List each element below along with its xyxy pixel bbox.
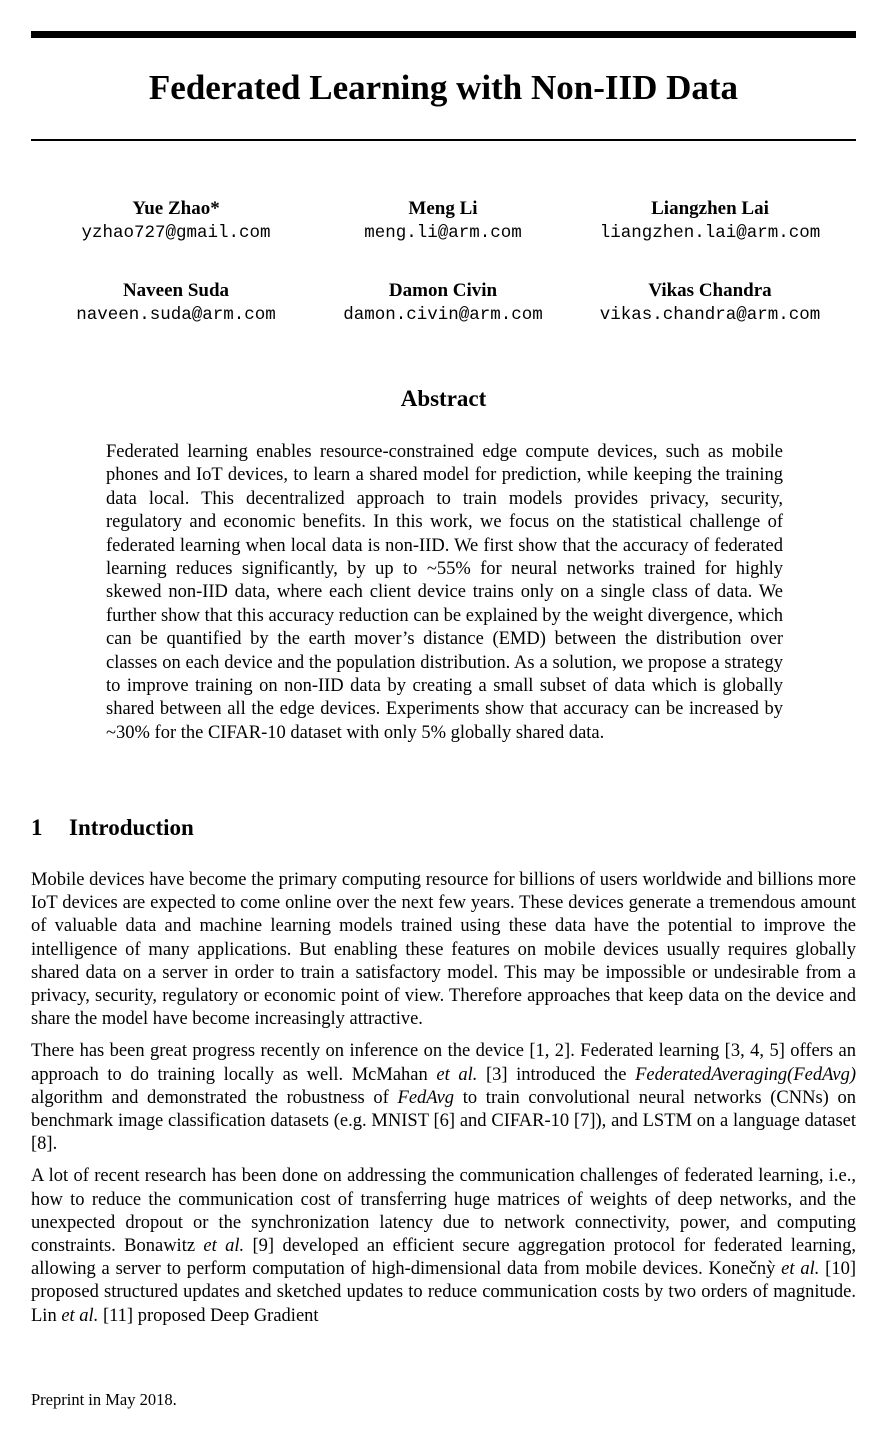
- text-run: [11] proposed Deep Gradient: [98, 1305, 319, 1326]
- title-rule-bottom: [31, 139, 856, 141]
- author-email: vikas.chandra@arm.com: [599, 305, 821, 325]
- algorithm-name: FederatedAveraging(FedAvg): [635, 1064, 856, 1085]
- author-name: Meng Li: [408, 198, 478, 219]
- text-run: [3] introduced the: [477, 1064, 636, 1085]
- paragraph: [31, 1040, 856, 1156]
- author: [310, 278, 576, 326]
- section-number: 1: [31, 815, 43, 840]
- paper-title: Federated Learning with Non-IID Data: [148, 68, 739, 107]
- et-al: et al.: [61, 1305, 99, 1326]
- et-al: et al.: [436, 1064, 478, 1085]
- author: [577, 196, 843, 244]
- author-name: Yue Zhao*: [132, 198, 220, 219]
- author: [310, 196, 576, 244]
- paragraph: [31, 1165, 856, 1327]
- text-run: to train convolutional neural networks (CNNs) on benchmark image classification datasets (e.g. MNIST [6] and CIFAR-10 [7]), and LSTM on a language dataset [8].: [31, 1087, 856, 1155]
- author-email: damon.civin@arm.com: [343, 305, 543, 325]
- author-email: yzhao727@gmail.com: [81, 223, 271, 243]
- section-title: Introduction: [69, 815, 194, 840]
- section-heading: [31, 813, 194, 843]
- author: [43, 278, 309, 326]
- author-row: [43, 278, 843, 326]
- author: [43, 196, 309, 244]
- text-run: There has been great progress recently on inference on the device [1, 2]. Federated learning [3, 4, 5] offers an approach to do training locally as well. McMahan: [31, 1041, 856, 1085]
- author-name: Vikas Chandra: [648, 280, 772, 301]
- author-row: [43, 196, 843, 244]
- text-run: A lot of recent research has been done on addressing the communication challenges of federated learning, i.e., how to reduce the communication cost of transferring huge matrices of weights of deep networks, and the unexpected dropout or the synchronization latency due to network connectivity, power, and computing constraints. Bonawitz: [31, 1166, 856, 1257]
- footer-note: Preprint in May 2018.: [31, 1390, 177, 1409]
- title-rule-top: [31, 31, 856, 38]
- text-run: [10] proposed structured updates and sketched updates to reduce communication costs by two orders of magnitude. Lin: [31, 1259, 856, 1326]
- author-email: meng.li@arm.com: [364, 223, 522, 243]
- et-al: et al.: [781, 1259, 820, 1280]
- author-name: Liangzhen Lai: [651, 198, 769, 219]
- text-run: [9] developed an efficient secure aggregation protocol for federated learning, allowing a server to perform computation of high-dimensional data from mobile devices. Konečnỳ: [31, 1236, 856, 1280]
- author-block: [43, 196, 843, 360]
- author-name: Damon Civin: [388, 280, 498, 301]
- author-name: Naveen Suda: [122, 280, 230, 301]
- introduction-body: [31, 869, 856, 1337]
- author-email: naveen.suda@arm.com: [76, 305, 276, 325]
- et-al: et al.: [203, 1236, 245, 1257]
- abstract-heading: Abstract: [400, 386, 487, 411]
- text-run: algorithm and demonstrated the robustness of: [31, 1087, 398, 1108]
- author: [577, 278, 843, 326]
- abstract-text: Federated learning enables resource-constrained edge compute devices, such as mobile phones and IoT devices, to learn a shared model for prediction, while keeping the training data local. This decentralized approach to train models provides privacy, security, regulatory and economic benefits. In this work, we focus on the statistical challenge of federated learning when local data is non-IID. We first show that the accuracy of federated learning reduces significantly, by up to ~55% for neural networks trained for highly skewed non-IID data, where each client device trains only on a single class of data. We further show that this accuracy reduction can be explained by the weight divergence, which can be quantified by the earth mover’s distance (EMD) between the distribution over classes on each device and the population distribution. As a solution, we propose a strategy to improve training on non-IID data by creating a small subset of data which is globally shared between all the edge devices. Experiments show that accuracy can be increased by ~30% for the CIFAR-10 dataset with only 5% globally shared data.: [106, 442, 783, 743]
- algorithm-name: FedAvg: [397, 1087, 455, 1108]
- paragraph: Mobile devices have become the primary computing resource for billions of users worldwide and billions more IoT devices are expected to come online over the next few years. These devices generate a tremendous amount of valuable data and machine learning models trained using these data have the potential to improve the intelligence of many applications. But enabling these features on mobile devices usually requires globally shared data on a server in order to train a satisfactory model. This may be impossible or undesirable from a privacy, security, regulatory or economic point of view. Therefore approaches that keep data on the device and share the model have become increasingly attractive.: [31, 870, 856, 1030]
- author-email: liangzhen.lai@arm.com: [599, 223, 821, 243]
